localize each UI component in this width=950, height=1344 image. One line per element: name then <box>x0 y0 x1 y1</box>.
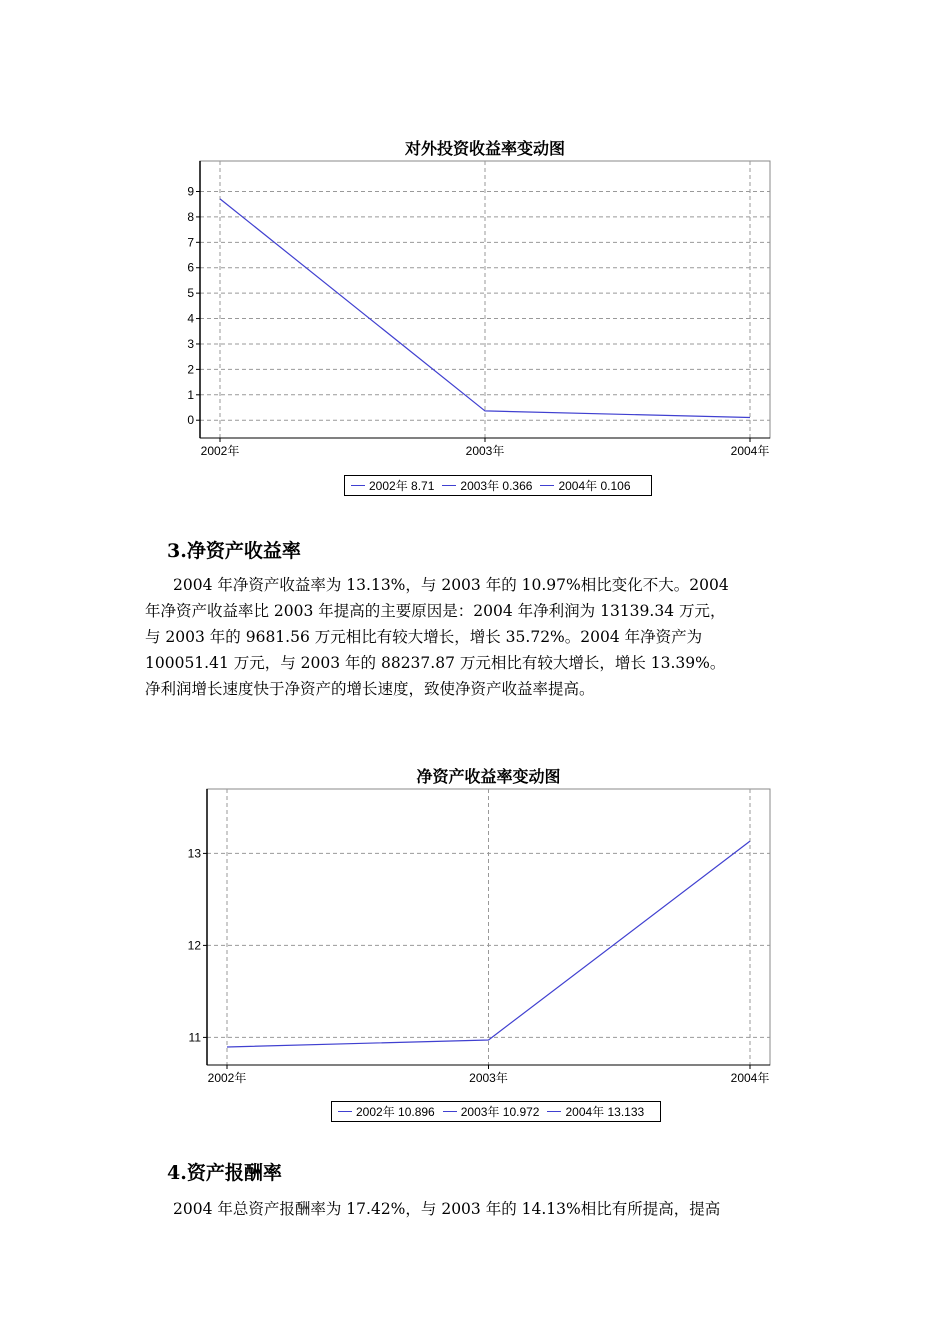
section-heading: 3.净资产收益率 <box>167 540 301 562</box>
section-paragraph <box>145 1196 720 1222</box>
paragraph-line: 2004 年净资产收益率为 13.13%，与 2003 年的 10.97%相比变化不大。2004 <box>173 576 729 594</box>
y-tick-label: 7 <box>187 235 194 250</box>
chart-2-legend <box>331 1101 661 1122</box>
y-tick-label: 0 <box>187 413 194 428</box>
legend-line-icon <box>443 1111 457 1112</box>
paragraph-line: 与 2003 年的 9681.56 万元相比有较大增长，增长 35.72%。2004 年净资产为 <box>145 628 703 646</box>
legend-item: 2002年 8.71 <box>351 477 434 494</box>
legend-item: 2004年 0.106 <box>540 477 630 494</box>
y-tick-label: 12 <box>187 938 201 953</box>
legend-item: 2002年 10.896 <box>338 1103 435 1120</box>
y-tick-label: 4 <box>187 311 194 326</box>
paragraph-line: 净利润增长速度快于净资产的增长速度，致使净资产收益率提高。 <box>145 680 595 698</box>
y-tick-label: 3 <box>187 336 194 351</box>
y-tick-label: 1 <box>187 387 194 402</box>
legend-item: 2003年 0.366 <box>442 477 532 494</box>
y-tick-label: 5 <box>187 286 194 301</box>
x-tick-label: 2002年 <box>200 444 240 458</box>
y-tick-label: 9 <box>187 184 194 199</box>
y-tick-label: 13 <box>187 846 201 861</box>
y-tick-label: 8 <box>187 209 194 224</box>
x-tick-label: 2004年 <box>730 444 770 458</box>
x-tick-label: 2003年 <box>469 1071 508 1085</box>
x-tick-label: 2002年 <box>207 1071 247 1085</box>
y-tick-label: 2 <box>187 362 194 377</box>
x-tick-label: 2003年 <box>465 444 505 458</box>
chart-2-title: 净资产收益率变动图 <box>416 767 561 786</box>
legend-line-icon <box>338 1111 352 1112</box>
y-tick-label: 11 <box>188 1030 201 1045</box>
legend-item: 2003年 10.972 <box>443 1103 540 1120</box>
legend-line-icon <box>547 1111 561 1112</box>
chart-1-title: 对外投资收益率变动图 <box>404 139 565 158</box>
section-heading: 4.资产报酬率 <box>167 1162 282 1184</box>
legend-item: 2004年 13.133 <box>547 1103 644 1120</box>
paragraph-line: 年净资产收益率比 2003 年提高的主要原因是：2004 年净利润为 13139.34 万元， <box>145 602 726 620</box>
paragraph-line: 100051.41 万元，与 2003 年的 88237.87 万元相比有较大增长，增长 13.39%。 <box>145 654 726 672</box>
paragraph-line: 2004 年总资产报酬率为 17.42%，与 2003 年的 14.13%相比有所提高，提高 <box>173 1200 721 1218</box>
y-tick-label: 6 <box>187 260 194 275</box>
x-tick-label: 2004年 <box>730 1071 770 1085</box>
